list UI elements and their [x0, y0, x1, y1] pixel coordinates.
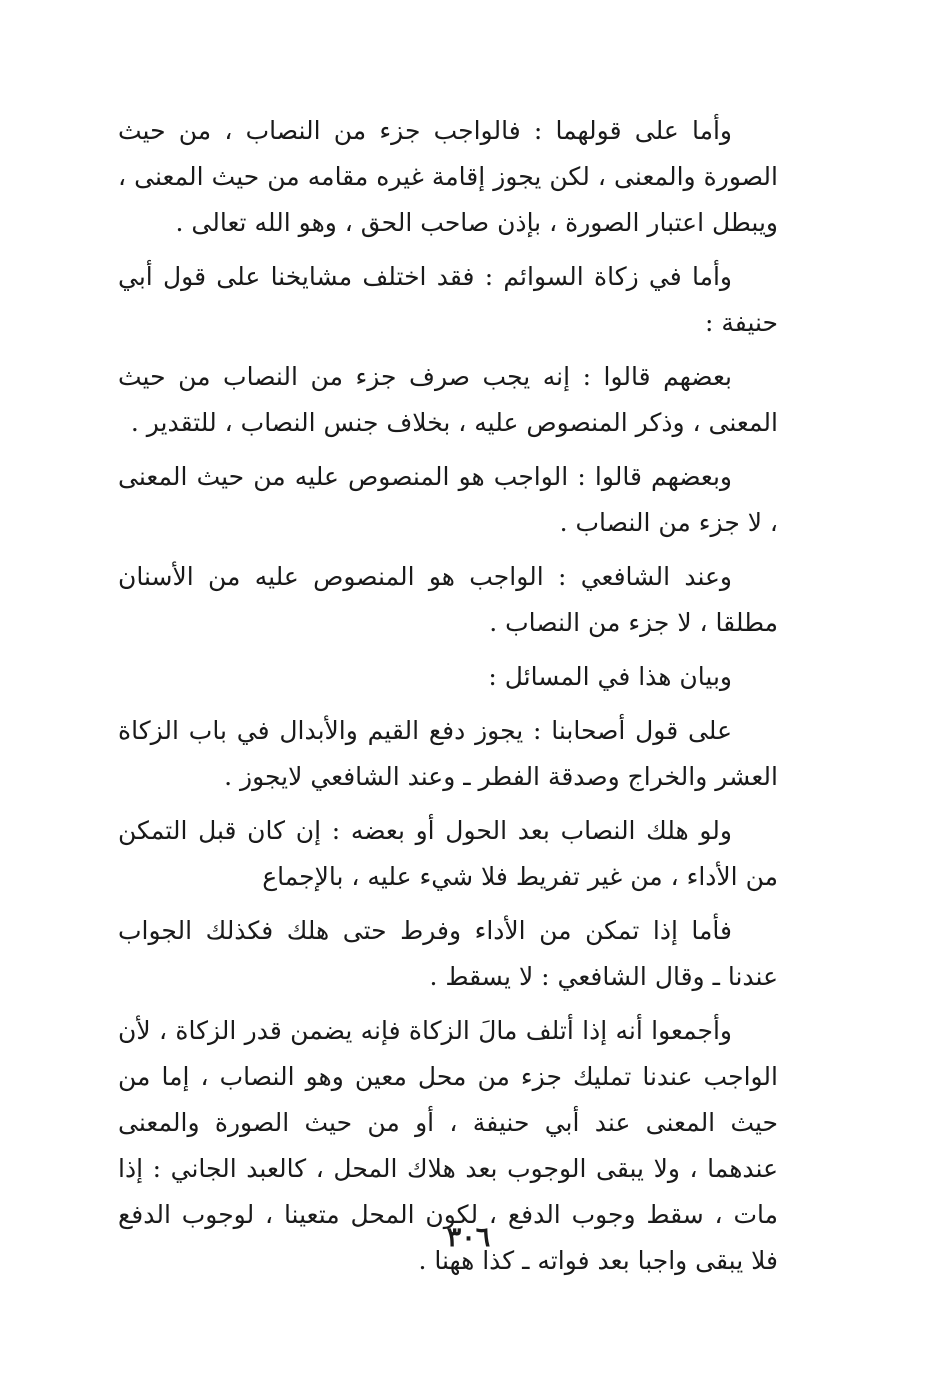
paragraph-1: وأما على قولهما : فالواجب جزء من النصاب ، من حيث الصورة والمعنى ، لكن يجوز إقامة غيره مقامه من حيث المعنى ، ويبطل اعتبار الصورة ، بإذن صاحب الحق ، وهو الله تعالى .	[118, 116, 778, 237]
paragraph-6: وبيان هذا في المسائل :	[488, 662, 732, 691]
paragraph-10: وأجمعوا أنه إذا أتلف مالَ الزكاة فإنه يضمن قدر الزكاة ، لأن الواجب عندنا تمليك جزء من محل معين وهو النصاب ، إما من حيث المعنى عند أبي حنيفة ، أو من حيث الصورة والمعنى عندهما ، ولا يبقى الوجوب بعد هلاك المحل ، كالعبد الجاني : إذا مات ، سقط وجوب الدفع ، لكون المحل متعينا ، لوجوب الدفع فلا يبقى واجبا بعد فواته ـ كذا ههنا .	[118, 1016, 778, 1275]
paragraph-8: ولو هلك النصاب بعد الحول أو بعضه : إن كان قبل التمكن من الأداء ، من غير تفريط فلا شيء عليه ، بالإجماع	[118, 816, 778, 891]
paragraph-9: فأما إذا تمكن من الأداء وفرط حتى هلك فكذلك الجواب عندنا ـ وقال الشافعي : لا يسقط .	[118, 916, 778, 991]
paragraph-4: وبعضهم قالوا : الواجب هو المنصوص عليه من حيث المعنى ، لا جزء من النصاب .	[118, 462, 778, 537]
paragraph-3: بعضهم قالوا : إنه يجب صرف جزء من النصاب من حيث المعنى ، وذكر المنصوص عليه ، بخلاف جنس النصاب ، للتقدير .	[118, 362, 778, 437]
paragraph-2: وأما في زكاة السوائم : فقد اختلف مشايخنا على قول أبي حنيفة :	[118, 262, 778, 337]
paragraph-7: على قول أصحابنا : يجوز دفع القيم والأبدال في باب الزكاة العشر والخراج وصدقة الفطر ـ وعند الشافعي لايجوز .	[118, 716, 778, 791]
page-body-text	[118, 108, 778, 1292]
page-number: ٣٠٦	[446, 1222, 491, 1253]
paragraph-5: وعند الشافعي : الواجب هو المنصوص عليه من الأسنان مطلقا ، لا جزء من النصاب .	[118, 562, 778, 637]
